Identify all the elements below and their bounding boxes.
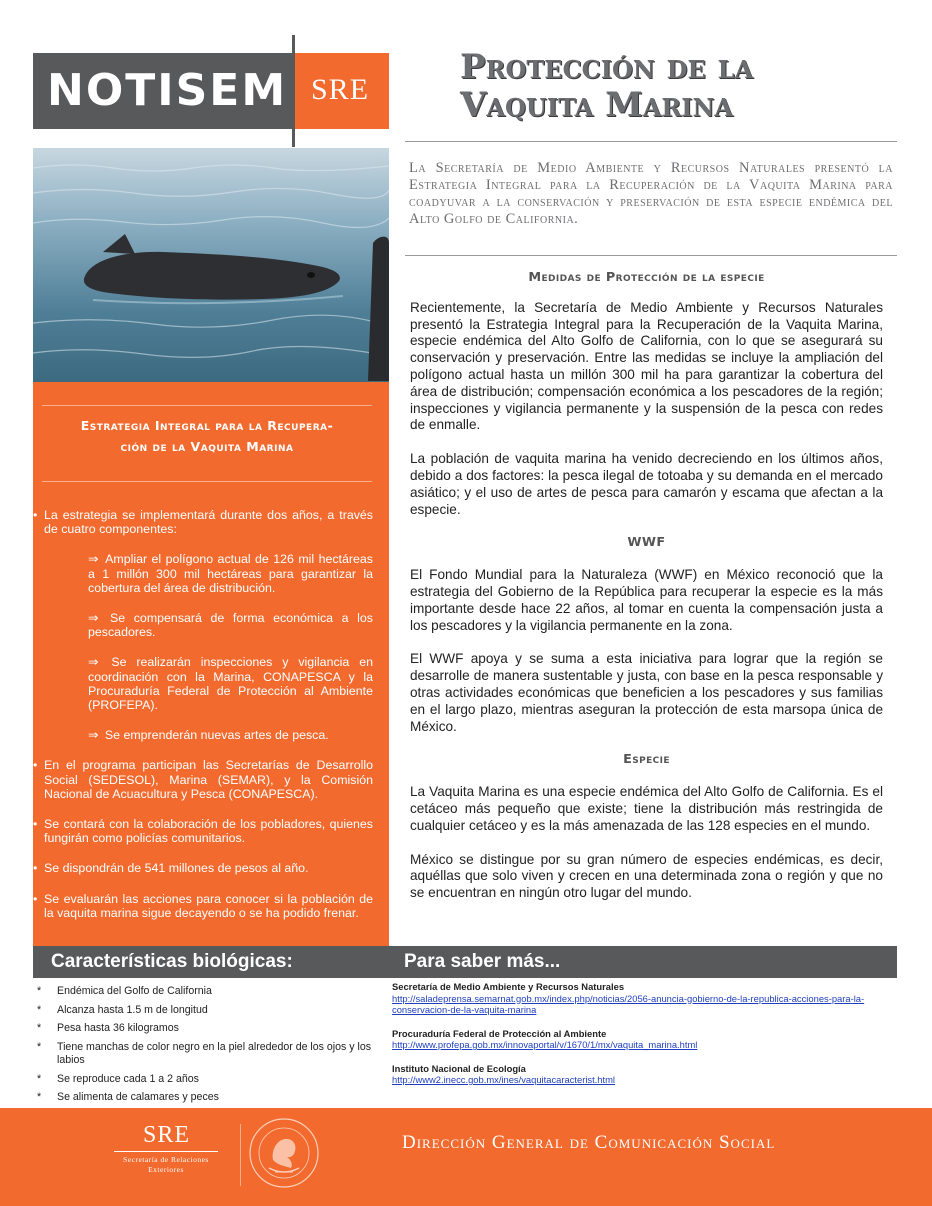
reference-name: Instituto Nacional de Ecología [392, 1062, 526, 1074]
strategy-sidebar [33, 382, 389, 946]
strategy-subitem-text: Se compensará de forma económica a los pescadores. [88, 611, 373, 640]
reference-item [392, 981, 892, 1016]
strategy-subitem [33, 552, 373, 595]
logo-text: NOTISEM [47, 65, 288, 116]
reference-links [392, 981, 892, 1098]
bio-heading: Características biológicas: [51, 951, 293, 972]
section-heading-wwf: WWF [627, 535, 666, 551]
paragraph: La Vaquita Marina es una especie endémica del Alto Golfo de California. Es el cetáceo más pequeño que existe; tiene la distribución más restringida de cualquier cetáceo y es la más amenazada de las 128 especies en el mundo. [410, 784, 883, 833]
title-line-1: Protección de la [460, 47, 754, 87]
bio-item-text: Se reproduce cada 1 a 2 años [57, 1072, 199, 1085]
star-icon: * [37, 1040, 42, 1053]
footer-direccion: Dirección General de Comunicación Social [402, 1132, 776, 1153]
bio-item-text: Endémica del Golfo de California [57, 985, 212, 997]
list-item [33, 1004, 373, 1018]
intro-rule [405, 255, 897, 256]
title-rule [405, 141, 897, 142]
strategy-item-text: En el programa participan las Secretarías de Desarrollo Social (SEDESOL), Marina (SEMAR), y la Comisión Nacional de Acuacultura y Pesca (CONAPESCA). [44, 758, 373, 801]
strategy-item-text: Se dispondrán de 541 millones de pesos al año. [44, 861, 309, 876]
bio-heading-bar [33, 946, 389, 978]
logo-orange-block [295, 53, 389, 129]
footer-divider [240, 1124, 241, 1186]
strategy-item-text: Se evaluarán las acciones para conocer si la población de la vaquita marina sigue decayendo o se ha podido frenar. [44, 891, 373, 920]
section-heading-medidas: Medidas de Protección de la especie [528, 270, 765, 285]
bio-item-text: Tiene manchas de color negro en la piel alrededor de los ojos y los labios [57, 1040, 372, 1066]
strategy-subitem [33, 655, 373, 712]
sidebar-rule-bottom [42, 481, 372, 482]
footer-sre-logo: SRE [143, 1122, 191, 1148]
reference-link[interactable]: http://www2.inecc.gob.mx/ines/vaquitacaracterist.html [392, 1074, 616, 1085]
reference-link[interactable]: http://saladeprensa.semarnat.gob.mx/index.php/noticias/2056-anuncia-gobierno-de-la-republica-acciones-para-la-conservacion-de-la-vaquita-marina [392, 992, 865, 1015]
reference-name: Procuraduría Federal de Protección al Ambiente [392, 1027, 607, 1039]
arrow-icon: ⇒ [88, 728, 99, 743]
paragraph: Recientemente, la Secretaría de Medio Ambiente y Recursos Naturales presentó la Estrategia Integral para la Recuperación de la Vaquita Marina, especie endémica del Alto Golfo de California, con lo que se asegurará su conservación y preservación. Entre las medidas se incluye la ampliación del polígono actual hasta un millón 300 mil ha para garantizar la cobertura del área de distribución; compensación económica a los pescadores de la región; inspecciones y vigilancia permanente y la suspensión de la pesca con redes de enmalle. [410, 299, 883, 433]
sidebar-rule-top [42, 405, 372, 406]
reference-item [392, 1028, 892, 1051]
strategy-subitem-text: Ampliar el polígono actual de 126 mil hectáreas a 1 millón 300 mil hectáreas para garantizar la cobertura del área de distribución. [88, 552, 373, 595]
bio-item-text: Se alimenta de calamares y peces [57, 1091, 219, 1103]
list-item [33, 985, 373, 999]
sidebar-title-line-2: ción de la Vaquita Marina [120, 439, 294, 454]
strategy-subitem-text: Se realizarán inspecciones y vigilancia en coordinación con la Marina, CONAPESCA y la Procuraduría Federal de Protección al Ambiente (PROFEPA). [88, 655, 373, 713]
bio-item-text: Alcanza hasta 1.5 m de longitud [57, 1003, 208, 1016]
bullet-icon: • [33, 817, 38, 832]
star-icon: * [37, 1072, 42, 1085]
paragraph: La población de vaquita marina ha venido decreciendo en los últimos años, debido a dos factores: la pesca ilegal de totoaba y su demanda en el mercado asiático; y el uso de artes de pesca para camarón y escama que afectan a la especie. [410, 451, 883, 517]
logo-sre: SRE [311, 73, 370, 106]
arrow-icon: ⇒ [88, 552, 99, 567]
sidebar-title [39, 415, 375, 457]
footer-logo-rule [114, 1151, 218, 1152]
paragraph: México se distingue por su gran número de especies endémicas, es decir, aquéllas que solo viven y crecen en una determinada zona o región y que no se encuentran en ningún otro lugar del mundo. [410, 851, 883, 901]
list-item [33, 1091, 373, 1105]
strategy-subitem [33, 728, 373, 742]
bio-item-text: Pesa hasta 36 kilogramos [57, 1022, 179, 1034]
list-item [33, 1041, 373, 1068]
paragraph: El Fondo Mundial para la Naturaleza (WWF) en México reconoció que la estrategia del Gobierno de la República para recuperar la especie es la más importante desde hace 22 años, al tomar en cuenta la compensación justa a los pescadores y la vigilancia permanente en la zona. [410, 567, 883, 633]
footer-secretaria: Secretaría de Relaciones Exteriores [123, 1155, 209, 1174]
strategy-item [33, 892, 373, 920]
main-content [410, 270, 883, 902]
bio-list [33, 985, 373, 1110]
paragraph: El WWF apoya y se suma a esta iniciativa para lograr que la región se desarrolle de manera sustentable y justa, con base en la pesca responsable y otras actividades económicas que beneficien a los pescadores y sus familias en el largo plazo, mientras aseguran la protección de esta marsopa única de México. [410, 651, 883, 734]
title-line-2: Vaquita Marina [460, 85, 734, 125]
list-item [33, 1022, 373, 1036]
reference-name: Secretaría de Medio Ambiente y Recursos Naturales [392, 981, 625, 992]
bullet-icon: • [33, 758, 38, 773]
strategy-item [33, 508, 373, 536]
sidebar-title-line-1: Estrategia Integral para la Recupera- [80, 418, 334, 433]
bullet-icon: • [33, 891, 38, 906]
arrow-icon: ⇒ [88, 655, 99, 670]
vaquita-photo [33, 148, 389, 382]
mexico-seal-icon [247, 1116, 321, 1190]
strategy-item [33, 758, 373, 801]
intro-text: La Secretaría de Medio Ambiente y Recursos Naturales presentó la Estrategia Integral para la Recuperación de la Vaquita Marina para coadyuvar a la conservación y preservación de esta especie endémica del Alto Golfo de California. [409, 160, 893, 227]
star-icon: * [37, 985, 42, 997]
strategy-item [33, 817, 373, 845]
more-heading-bar [389, 946, 897, 978]
bullet-icon: • [33, 508, 38, 522]
star-icon: * [37, 1091, 42, 1103]
notisem-logo [33, 35, 389, 147]
reference-item [392, 1063, 892, 1086]
strategy-subitem [33, 611, 373, 639]
page-title [460, 48, 900, 124]
strategy-item [33, 861, 373, 875]
arrow-icon: ⇒ [88, 611, 99, 626]
star-icon: * [37, 1022, 42, 1034]
strategy-list [33, 508, 373, 936]
footer [0, 1108, 932, 1206]
strategy-item-text: La estrategia se implementará durante dos años, a través de cuatro componentes: [44, 508, 373, 537]
section-heading-especie: Especie [623, 752, 670, 768]
list-item [33, 1073, 373, 1087]
reference-link[interactable]: http://www.profepa.gob.mx/innovaportal/v/1670/1/mx/vaquita_marina.html [392, 1039, 698, 1050]
strategy-subitem-text: Se emprenderán nuevas artes de pesca. [104, 728, 329, 743]
strategy-item-text: Se contará con la colaboración de los pobladores, quienes fungirán como policías comunitarios. [44, 817, 373, 846]
vaquita-photo-image [33, 148, 389, 382]
bullet-icon: • [33, 861, 38, 876]
logo-gray-block [33, 53, 295, 129]
more-heading: Para saber más... [404, 951, 561, 972]
star-icon: * [37, 1003, 42, 1016]
